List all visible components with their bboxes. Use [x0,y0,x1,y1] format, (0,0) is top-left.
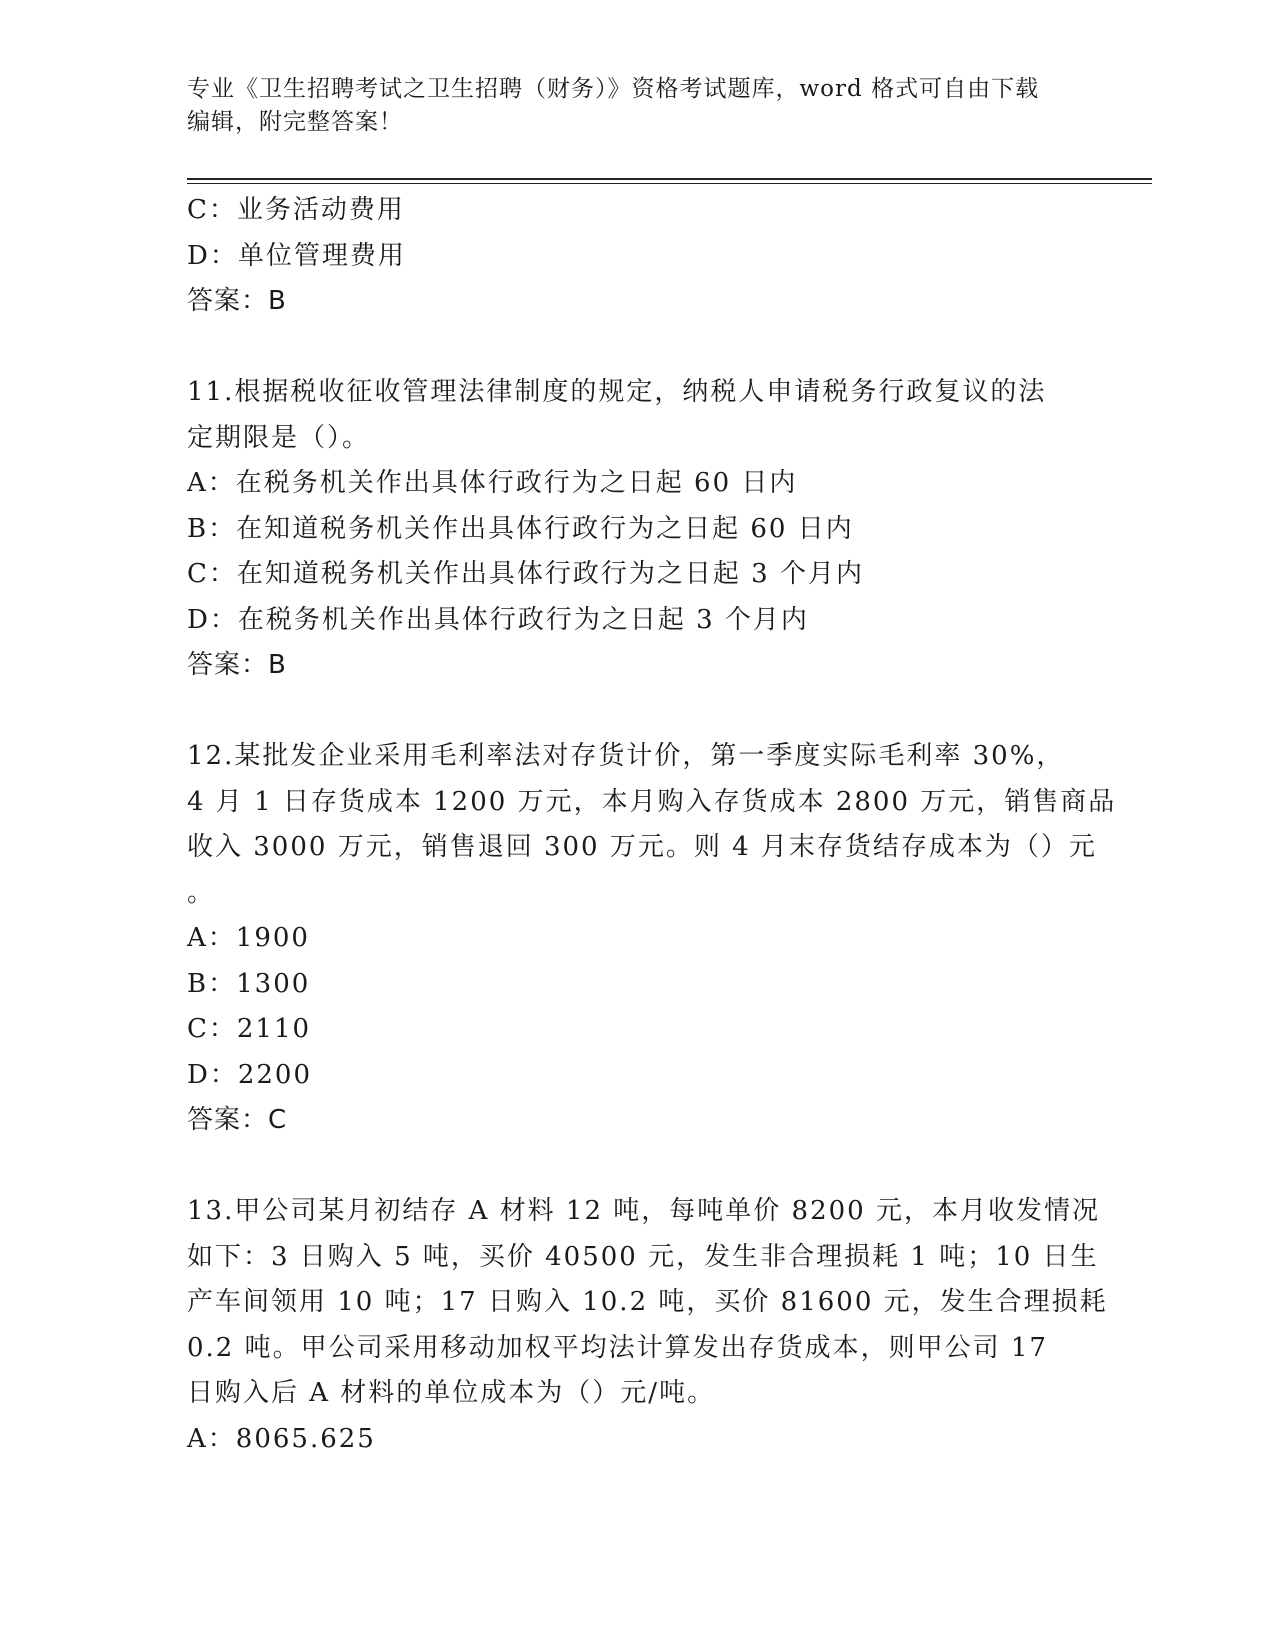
option-c: C：在知道税务机关作出具体行政行为之日起 3 个月内 [187,559,864,589]
question-12 [187,734,1117,1144]
question-stem: 产车间领用 10 吨；17 日购入 10.2 吨，买价 81600 元，发生合理损耗 [187,1287,1108,1317]
question-stem: 。 [187,877,216,908]
question-stem: 12.某批发企业采用毛利率法对存货计价，第一季度实际毛利率 30%， [187,741,1065,771]
answer-line: 答案：B [187,650,287,680]
spacer [187,689,1087,735]
header-rule-thick [187,178,1152,180]
option-a: A：在税务机关作出具体行政行为之日起 60 日内 [187,468,798,498]
header-line-2: 编辑，附完整答案！ [187,109,403,135]
header-rule-thin [187,183,1152,184]
spacer [187,1144,1087,1190]
option-d: D：在税务机关作出具体行政行为之日起 3 个月内 [187,604,809,635]
option-a: A：8065.625 [187,1423,376,1454]
question-stem: 4 月 1 日存货成本 1200 万元，本月购入存货成本 2800 万元，销售商品 [187,786,1117,817]
option-d: D：2200 [187,1059,313,1090]
question-stem: 收入 3000 万元，销售退回 300 万元。则 4 月末存货结存成本为（）元 [187,832,1097,862]
document-body [187,188,1117,1462]
question-10-tail [187,188,1087,325]
question-stem: 日购入后 A 材料的单位成本为（）元/吨。 [187,1378,716,1408]
question-stem: 13.甲公司某月初结存 A 材料 12 吨，每吨单价 8200 元，本月收发情况 [187,1196,1100,1226]
document-header [187,73,1087,139]
answer-line: 答案：C [187,1105,288,1135]
option-b: B：在知道税务机关作出具体行政行为之日起 60 日内 [187,513,854,544]
question-stem: 定期限是（）。 [187,422,371,453]
question-stem: 11.根据税收征收管理法律制度的规定，纳税人申请税务行政复议的法 [187,377,1047,407]
option-c: C：2110 [187,1014,312,1044]
answer-line: 答案：B [187,286,287,316]
option-b: B：1300 [187,968,311,999]
option-d: D：单位管理费用 [187,240,406,271]
question-11 [187,370,1087,689]
option-c: C：业务活动费用 [187,195,405,225]
question-stem: 0.2 吨。甲公司采用移动加权平均法计算发出存货成本，则甲公司 17 [187,1332,1048,1363]
header-line-1: 专业《卫生招聘考试之卫生招聘（财务）》资格考试题库，word 格式可自由下载 [187,76,1040,102]
spacer [187,325,1087,371]
question-stem: 如下：3 日购入 5 吨，买价 40500 元，发生非合理损耗 1 吨；10 日生 [187,1241,1099,1272]
question-13 [187,1189,1108,1462]
option-a: A：1900 [187,923,310,953]
